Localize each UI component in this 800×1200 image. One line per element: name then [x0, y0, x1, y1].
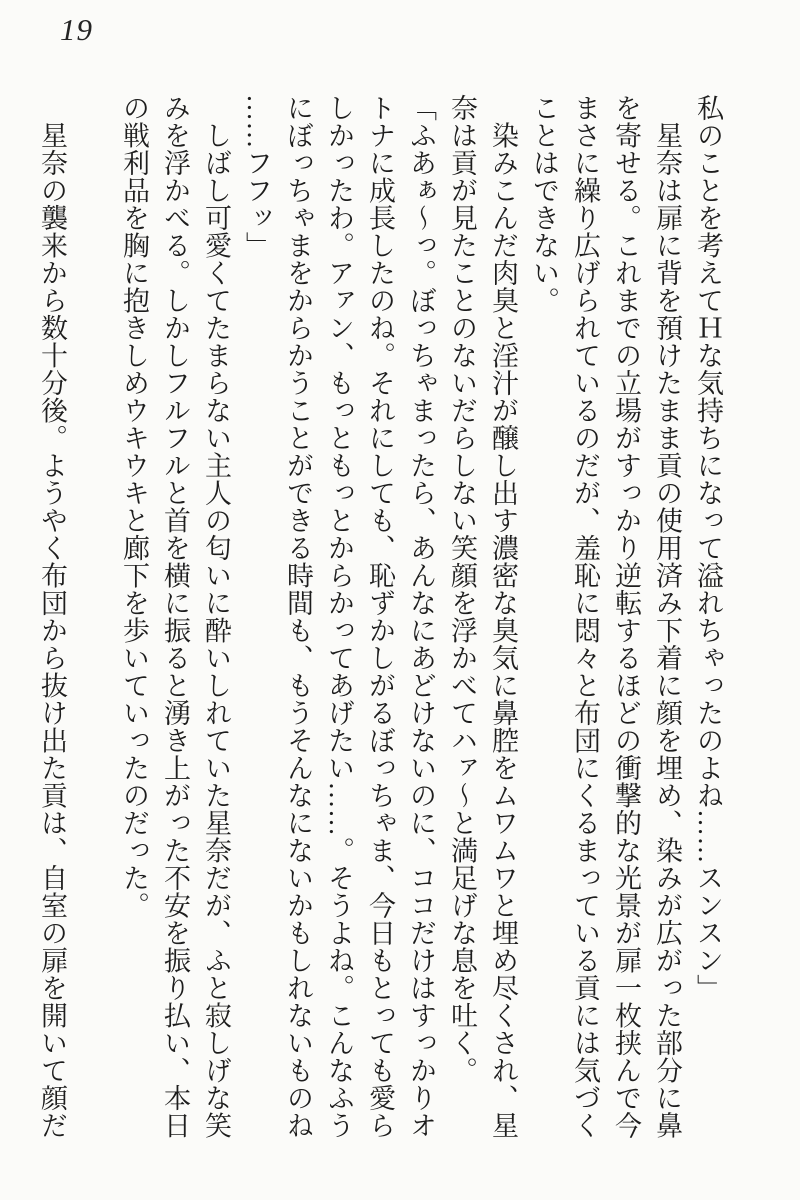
- text-line: の戦利品を胸に抱きしめウキウキと廊下を歩いていったのだった。: [119, 94, 149, 919]
- text-line: みを浮かべる。しかしフルフルと首を横に振ると湧き上がった不安を振り払い、本日: [160, 94, 190, 1139]
- text-line: トナに成長したのね。それにしても、恥ずかしがるぼっちゃま、今日もとっても愛ら: [365, 94, 395, 1139]
- text-line: にぼっちゃまをからかうことができる時間も、もうそんなにないかもしれないものね: [283, 94, 313, 1139]
- vertical-text-block: [31, 94, 728, 1139]
- text-line: 私のことを考えてＨな気持ちになって溢れちゃったのよね……スンスン」: [693, 94, 723, 1002]
- text-line: まさに繰り広げられているのだが、羞恥に悶々と布団にくるまっている貢には気づく: [570, 94, 600, 1139]
- text-line: を寄せる。これまでの立場がすっかり逆転するほどの衝撃的な光景が扉一枚挟んで今: [611, 94, 641, 1139]
- text-line-blank: [72, 94, 113, 1136]
- text-line: 星奈の襲来から数十分後。ようやく布団から抜け出た貢は、自室の扉を開いて顔だ: [37, 94, 67, 1139]
- text-line: しかったわ。アァン、もっともっとからかってあげたい……。そうよね。こんなふう: [324, 94, 354, 1139]
- text-line: 「ふあぁ～っ。ぼっちゃまったら、あんなにあどけないのに、ココだけはすっかりオ: [406, 94, 436, 1139]
- text-line: しばし可愛くてたまらない主人の匂いに酔いしれていた星奈だが、ふと寂しげな笑: [201, 94, 231, 1139]
- text-line: 奈は貢が見たことのないだらしない笑顔を浮かべてハァ～と満足げな息を吐く。: [447, 94, 477, 1084]
- page-number: 19: [60, 12, 93, 47]
- text-line: 染みこんだ肉臭と淫汁が醸し出す濃密な臭気に鼻腔をムワムワと埋め尽くされ、星: [488, 94, 518, 1139]
- text-line: ……フフッ」: [242, 94, 272, 259]
- text-line: ことはできない。: [529, 94, 559, 314]
- text-line: 星奈は扉に背を預けたまま貢の使用済み下着に顔を埋め、染みが広がった部分に鼻: [652, 94, 682, 1139]
